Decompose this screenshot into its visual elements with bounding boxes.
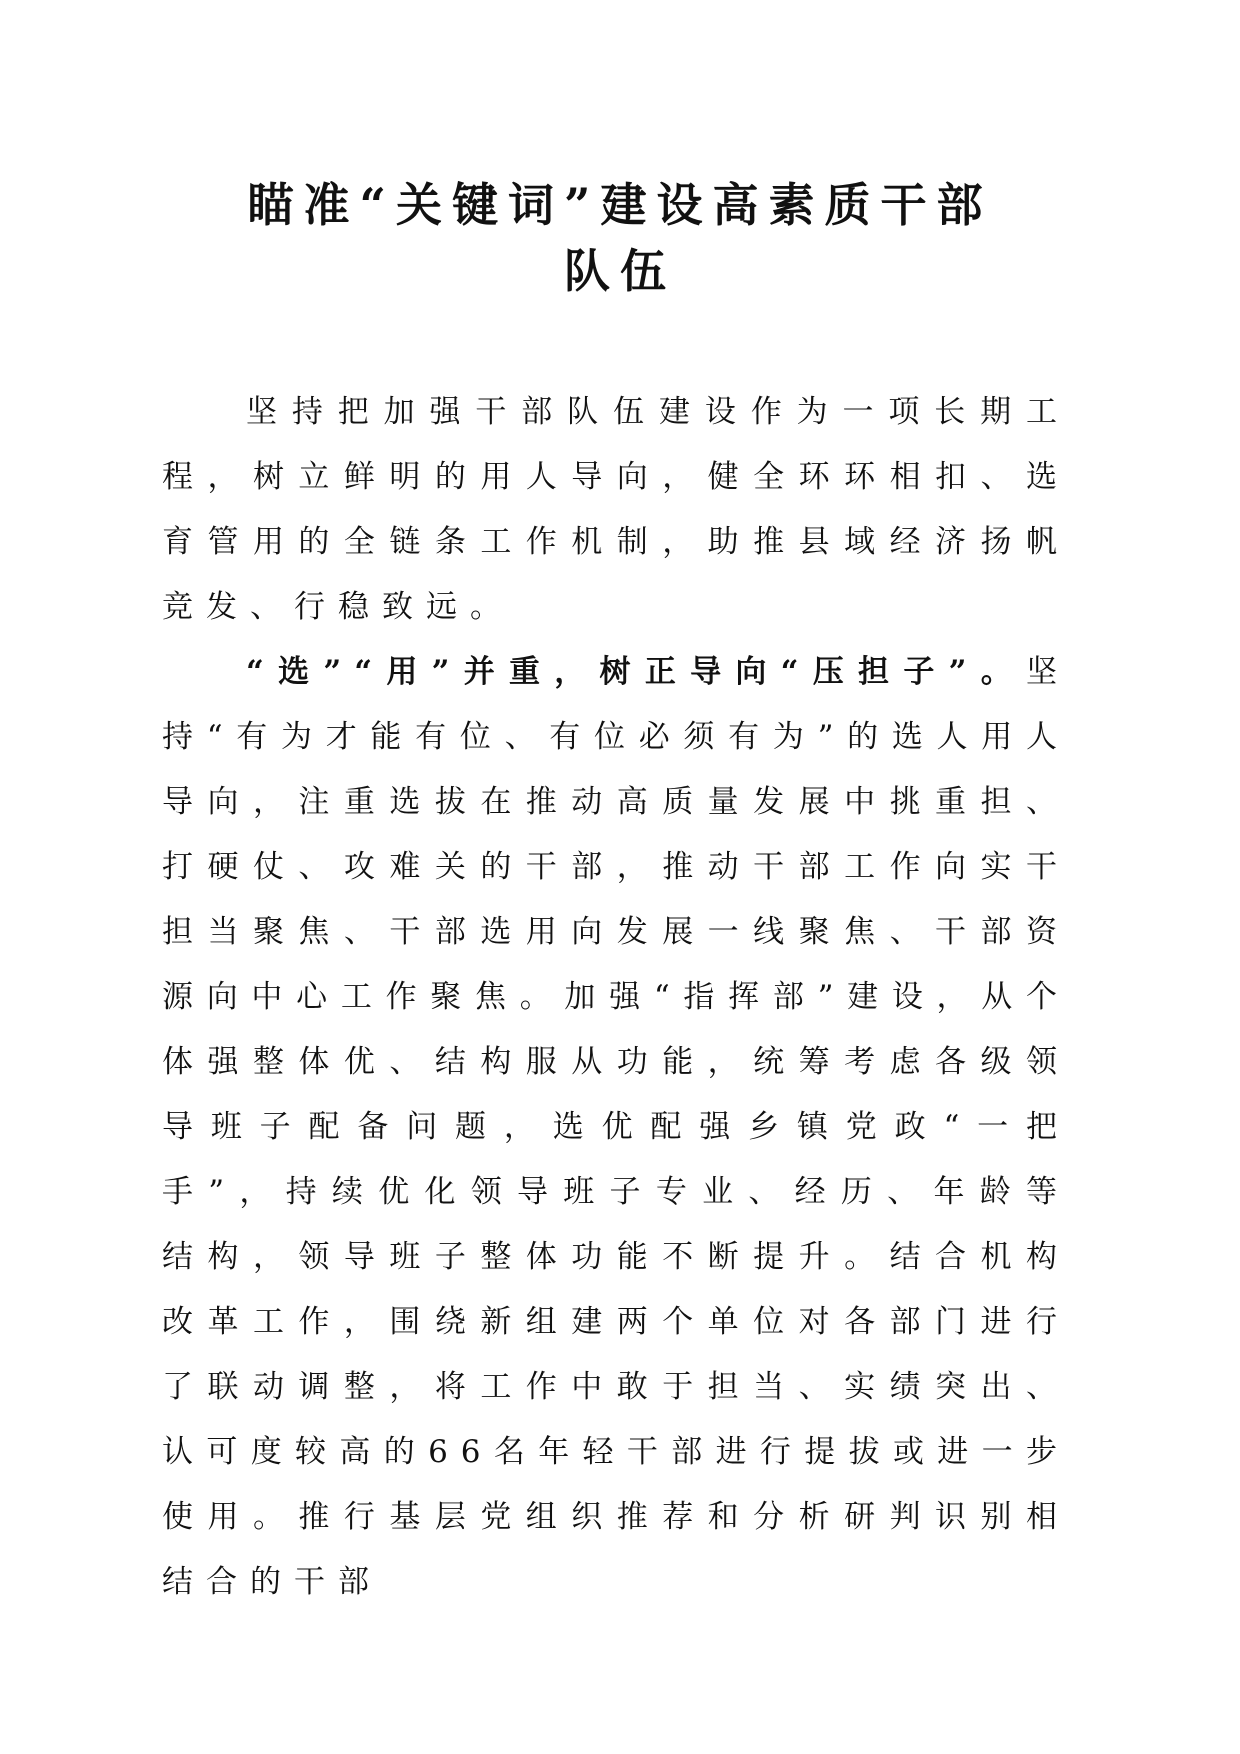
document-body <box>162 380 1070 1615</box>
title-line-1: 瞄准“关键词”建设高素质干部 <box>247 178 993 232</box>
paragraph-intro-text: 坚持把加强干部队伍建设作为一项长期工程，树立鲜明的用人导向，健全环环相扣、选育管用的全链条工作机制，助推县域经济扬帆竞发、行稳致远。 <box>162 394 1070 625</box>
paragraph-selection-and-use <box>162 640 1070 1615</box>
paragraph-heading: “选”“用”并重，树正导向“压担子”。 <box>246 654 1026 690</box>
document-title <box>150 172 1090 304</box>
title-line-2: 队伍 <box>564 244 676 298</box>
paragraph-intro <box>162 380 1070 640</box>
paragraph-body-text: 坚持“有为才能有位、有位必须有为”的选人用人导向，注重选拔在推动高质量发展中挑重担、打硬仗、攻难关的干部，推动干部工作向实干担当聚焦、干部选用向发展一线聚焦、干部资源向中心工作聚焦。加强“指挥部”建设，从个体强整体优、结构服从功能，统筹考虑各级领导班子配备问题，选优配强乡镇党政“一把手”，持续优化领导班子专业、经历、年龄等结构，领导班子整体功能不断提升。结合机构改革工作，围绕新组建两个单位对各部门进行了联动调整，将工作中敢于担当、实绩突出、认可度较高的66名年轻干部进行提拔或进一步使用。推行基层党组织推荐和分析研判识别相结合的干部 <box>162 654 1070 1600</box>
